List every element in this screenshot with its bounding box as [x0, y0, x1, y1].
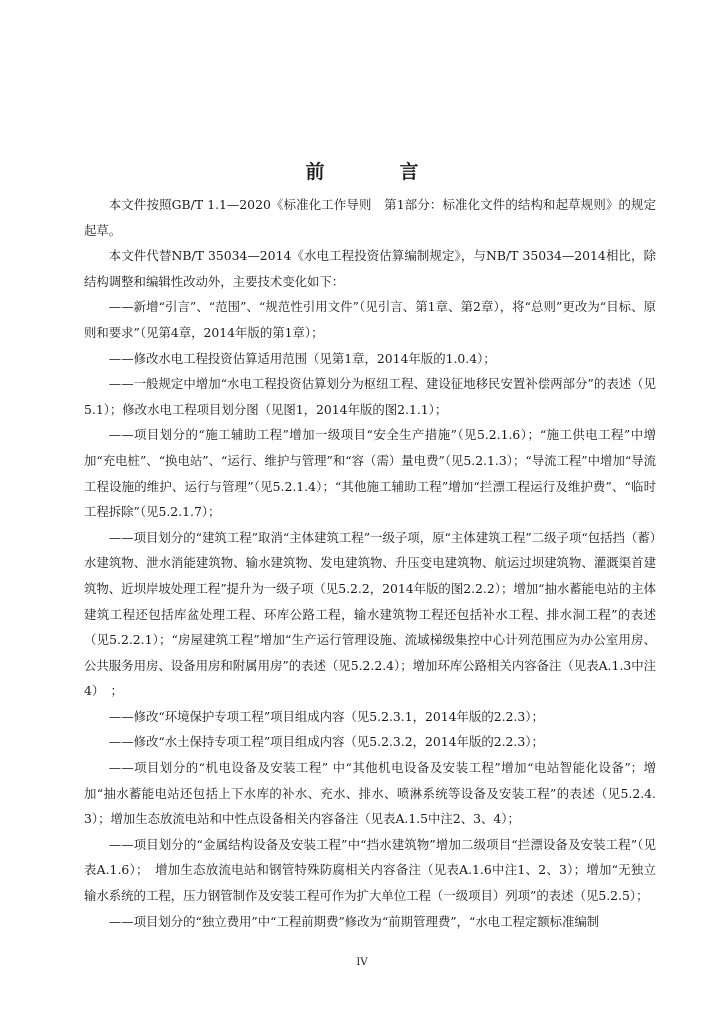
list-item: ——修改“水土保持专项工程”项目组成内容（见5.2.3.2，2014年版的2.2.3）；	[108, 734, 544, 750]
list-item: ——修改“环境保护专项工程”项目组成内容（见5.2.3.1，2014年版的2.2.3）；	[108, 708, 544, 724]
paragraph: 本文件按照GB/T 1.1—2020《标准化工作导则 第1部分：标准化文件的结构和起草规则》的规定起草。	[84, 197, 656, 238]
list-item: ——修改水电工程投资估算适用范围（见第1章，2014年版的1.0.4）；	[108, 350, 496, 366]
paragraph: 本文件代替NB/T 35034—2014《水电工程投资估算编制规定》，与NB/T 35034—2014相比，除结构调整和编辑性改动外，主要技术变化如下：	[84, 248, 656, 289]
list-item: ——项目划分的“独立费用”中“工程前期费”修改为“前期管理费”，“水电工程定额标准编制	[108, 913, 600, 929]
list-item: ——项目划分的“建筑工程”取消“主体建筑工程”一级子项，原“主体建筑工程”二级子项“包括挡（蓄）水建筑物、泄水消能建筑物、输水建筑物、发电建筑物、升压变电建筑物、航运过坝建筑物、灌溉渠首建筑物、近坝岸坡处理工程”提升为一级子项（见5.2.2，2014年版的图2.2.2）；增加“抽水蓄能电站的主体建筑工程还包括库盆处理工程、环库公路工程，输水建筑物工程还包括补水工程、排水洞工程”的表述（见5.2.2.1）；“房屋建筑工程”增加“生产运行管理设施、流域梯级集控中心计列范围应为办公室用房、公共服务用房、设备用房和附属用房”的表述（见5.2.2.4）；增加环库公路相关内容备注（见表A.1.3中注4） ；	[84, 529, 656, 699]
list-item: ——项目划分的“施工辅助工程”增加一级项目“安全生产措施”（见5.2.1.6）；“施工供电工程”中增加“充电桩”、“换电站”、“运行、维护与管理”和“容（需）量电费”（见5.2.1.3）；“导流工程”中增加“导流工程设施的维护、运行与管理”（见5.2.1.4）；“其他施工辅助工程”增加“拦漂工程运行及维护费”、“临时工程拆除”（见5.2.1.7）；	[84, 427, 656, 520]
list-item: ——项目划分的“机电设备及安装工程” 中“其他机电设备及安装工程”增加“电站智能化设备”；增加“抽水蓄能电站还包括上下水库的补水、充水、排水、喷淋系统等设备及安装工程”的表述（见5.2.4.3）；增加生态放流电站和中性点设备相关内容备注（见表A.1.5中注2、3、4）；	[84, 760, 656, 827]
page-number: IV	[356, 957, 368, 968]
document-body	[84, 192, 656, 934]
page-title: 前 言	[305, 161, 447, 183]
list-item: ——项目划分的“金属结构设备及安装工程”中“挡水建筑物”增加二级项目“拦漂设备及安装工程”（见表A.1.6）； 增加生态放流电站和钢管特殊防腐相关内容备注（见表A.1.6中注1、2、3）；增加“无独立输水系统的工程，压力钢管制作及安装工程可作为扩大单位工程（一级项目）列项”的表述（见5.2.5）；	[84, 836, 656, 904]
list-item: ——一般规定中增加“水电工程投资估算划分为枢纽工程、建设征地移民安置补偿两部分”的表述（见5.1）；修改水电工程项目划分图（见图1，2014年版的图2.1.1）；	[84, 376, 656, 417]
list-item: ——新增“引言”、“范围”、“规范性引用文件”（见引言、第1章、第2章），将“总则”更改为“目标、原则和要求”（见第4章，2014年版的第1章）；	[84, 299, 656, 340]
